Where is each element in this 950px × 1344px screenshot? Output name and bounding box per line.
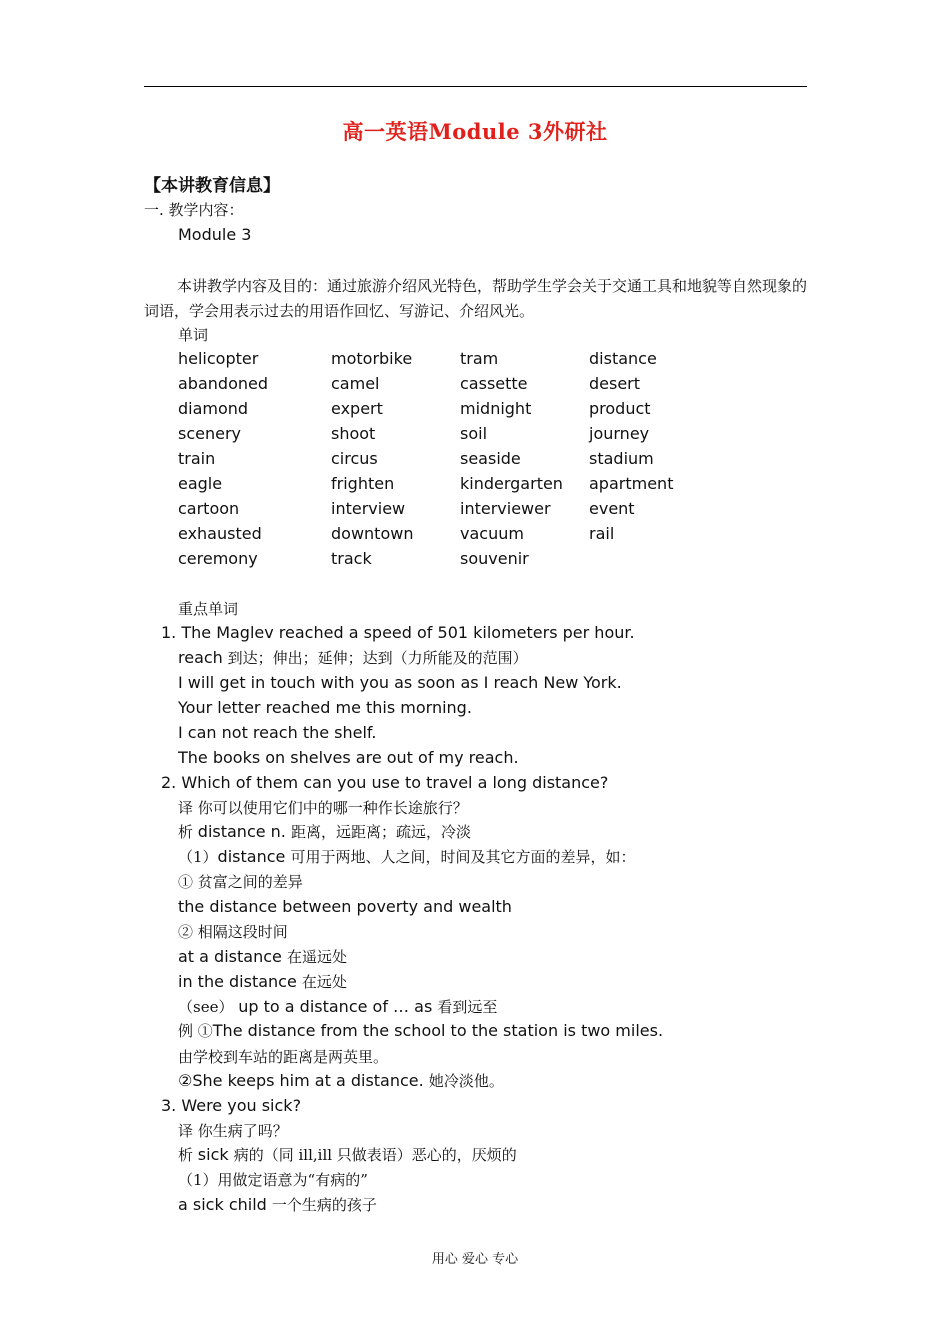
vocab-word: event bbox=[589, 499, 635, 518]
point-3-sentence: 3. Were you sick? bbox=[161, 1096, 302, 1115]
point-2-sentence: 2. Which of them can you use to travel a long distance? bbox=[161, 773, 609, 792]
example-sentence: I will get in touch with you as soon as I reach New York. bbox=[178, 673, 622, 692]
analysis-line bbox=[178, 1145, 517, 1165]
example-sentence: Your letter reached me this morning. bbox=[178, 698, 472, 717]
vocab-word: cartoon bbox=[178, 499, 240, 518]
analysis-meaning: 病的（同 ill,ill 只做表语）恶心的，厌烦的 bbox=[233, 1146, 517, 1164]
vocab-word: abandoned bbox=[178, 374, 268, 393]
usage-line: （1）用做定语意为“有病的” bbox=[178, 1171, 368, 1189]
example-sentence: the distance between poverty and wealth bbox=[178, 897, 512, 916]
analysis-label: 析 bbox=[178, 823, 198, 841]
vocab-word: souvenir bbox=[460, 549, 529, 568]
example-line bbox=[178, 1021, 663, 1041]
vocab-word: seaside bbox=[460, 449, 521, 468]
vocab-word: vacuum bbox=[460, 524, 524, 543]
vocab-word: interview bbox=[331, 499, 406, 518]
translation-line: 译 你生病了吗？ bbox=[178, 1122, 288, 1140]
usage-item: ① 贫富之间的差异 bbox=[178, 873, 303, 891]
phrase-en: at a distance bbox=[178, 947, 287, 966]
vocab-word: distance bbox=[589, 349, 657, 368]
phrase-en: up to a distance of … as bbox=[238, 997, 438, 1016]
subheading: 一. 教学内容： bbox=[144, 201, 244, 219]
vocab-word: train bbox=[178, 449, 216, 468]
phrase-zh: 看到远至 bbox=[437, 998, 498, 1016]
vocab-word: eagle bbox=[178, 474, 223, 493]
example-label: 例 ① bbox=[178, 1022, 213, 1040]
section-heading: 【本讲教育信息】 bbox=[144, 176, 280, 196]
example-line bbox=[178, 1071, 504, 1091]
usage-line bbox=[178, 847, 635, 867]
vocab-word: motorbike bbox=[331, 349, 413, 368]
analysis-meaning: 距离，远距离；疏远，冷淡 bbox=[290, 823, 471, 841]
vocab-word: apartment bbox=[589, 474, 674, 493]
analysis-label: 析 bbox=[178, 1146, 198, 1164]
vocab-word: interviewer bbox=[460, 499, 551, 518]
vocab-word: frighten bbox=[331, 474, 395, 493]
key-words-label: 重点单词 bbox=[178, 600, 239, 618]
point-1-sentence: 1. The Maglev reached a speed of 501 kilometers per hour. bbox=[161, 623, 635, 642]
phrase-en: in the distance bbox=[178, 972, 302, 991]
vocab-word: camel bbox=[331, 374, 380, 393]
phrase-zh: 在遥远处 bbox=[286, 948, 347, 966]
vocab-word: exhausted bbox=[178, 524, 262, 543]
vocab-word: downtown bbox=[331, 524, 414, 543]
vocab-word: track bbox=[331, 549, 372, 568]
phrase-line bbox=[178, 1195, 377, 1215]
phrase-line bbox=[178, 947, 347, 967]
vocab-word: midnight bbox=[460, 399, 532, 418]
document-title: 高一英语Module 3外研社 bbox=[342, 119, 608, 144]
vocab-word: soil bbox=[460, 424, 488, 443]
vocab-word: scenery bbox=[178, 424, 242, 443]
analysis-word: distance n. bbox=[197, 822, 291, 841]
phrase-prefix: （see） bbox=[178, 998, 239, 1016]
vocab-word: rail bbox=[589, 524, 615, 543]
vocab-word: helicopter bbox=[178, 349, 259, 368]
vocab-label: 单词 bbox=[178, 326, 209, 344]
page-footer: 用心 爱心 专心 bbox=[431, 1252, 519, 1267]
example-sentence: The books on shelves are out of my reach. bbox=[178, 748, 519, 767]
usage-word: distance bbox=[217, 847, 291, 866]
vocab-word: product bbox=[589, 399, 651, 418]
point-1-definition bbox=[178, 648, 528, 668]
vocab-word: tram bbox=[460, 349, 499, 368]
intro-paragraph: 本讲教学内容及目的：通过旅游介绍风光特色，帮助学生学会关于交通工具和地貌等自然现象的词语，学会用表示过去的用语作回忆、写游记、介绍风光。 bbox=[144, 277, 808, 320]
analysis-line bbox=[178, 822, 471, 842]
vocab-word: shoot bbox=[331, 424, 376, 443]
usage-number: （1） bbox=[178, 848, 218, 866]
vocab-word: diamond bbox=[178, 399, 249, 418]
vocab-word: cassette bbox=[460, 374, 528, 393]
phrase-line bbox=[178, 997, 497, 1017]
module-label: Module 3 bbox=[178, 225, 252, 244]
header-rule bbox=[144, 86, 807, 87]
vocab-word: expert bbox=[331, 399, 383, 418]
definition-meaning: 到达；伸出；延伸；达到（力所能及的范围） bbox=[222, 649, 528, 667]
usage-item: ② 相隔这段时间 bbox=[178, 923, 288, 941]
example-sentence: I can not reach the shelf. bbox=[178, 723, 377, 742]
phrase-line bbox=[178, 972, 347, 992]
translation-line: 译 你可以使用它们中的哪一种作长途旅行？ bbox=[178, 799, 468, 817]
vocab-word: ceremony bbox=[178, 549, 258, 568]
usage-text: 可用于两地、人之间，时间及其它方面的差异，如： bbox=[290, 848, 636, 866]
example-zh: 她冷淡他。 bbox=[428, 1072, 504, 1090]
phrase-zh: 在远处 bbox=[301, 973, 347, 991]
vocab-word: desert bbox=[589, 374, 641, 393]
example-en: The distance from the school to the station is two miles. bbox=[212, 1021, 664, 1040]
analysis-word: sick bbox=[197, 1145, 234, 1164]
vocab-word: circus bbox=[331, 449, 378, 468]
example-translation: 由学校到车站的距离是两英里。 bbox=[178, 1048, 389, 1066]
phrase-en: a sick child bbox=[178, 1195, 272, 1214]
vocab-word: journey bbox=[589, 424, 650, 443]
phrase-zh: 一个生病的孩子 bbox=[271, 1196, 377, 1214]
vocab-word: kindergarten bbox=[460, 474, 563, 493]
vocab-word: stadium bbox=[589, 449, 654, 468]
definition-word: reach bbox=[178, 648, 223, 667]
example-en: ②She keeps him at a distance. bbox=[178, 1071, 429, 1090]
